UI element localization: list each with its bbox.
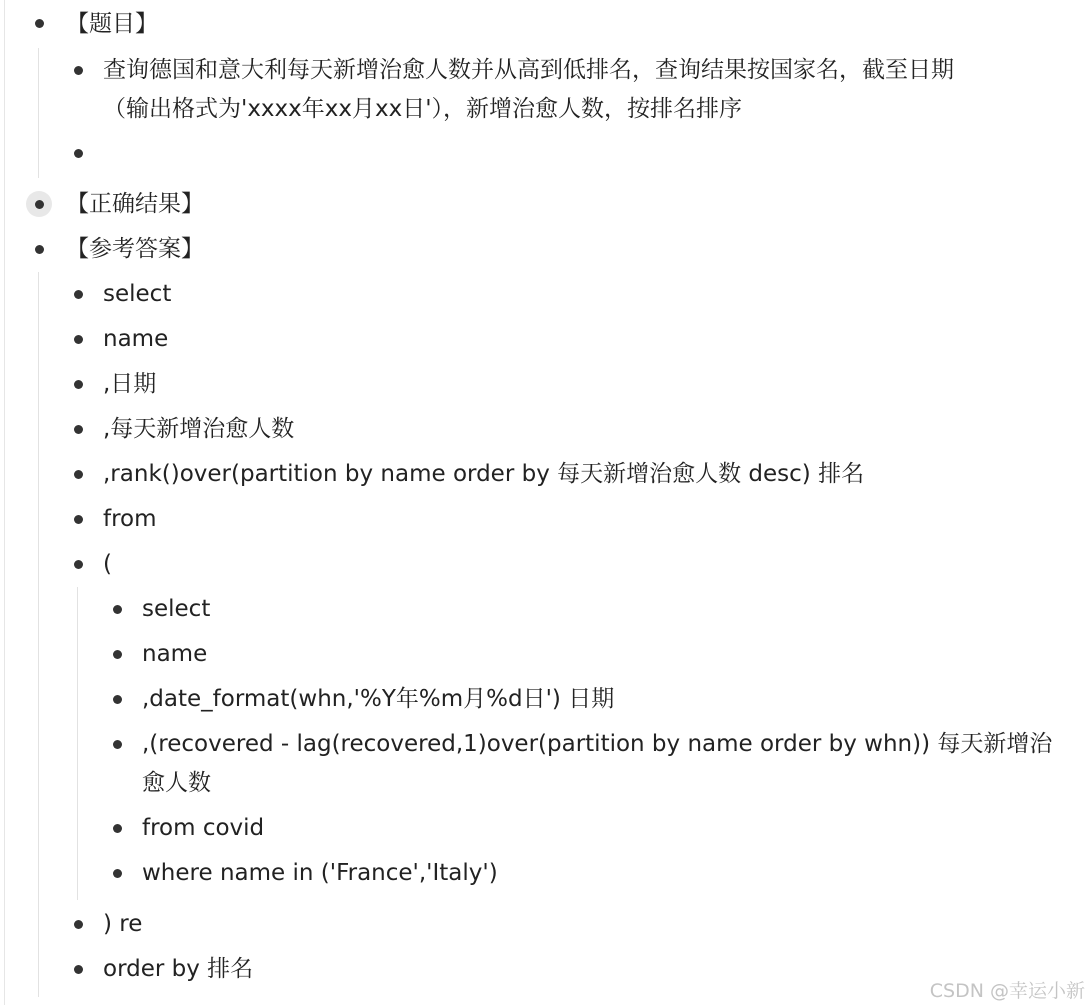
- answer-line: ,日期: [103, 371, 157, 397]
- answer-line: (: [103, 551, 112, 577]
- bullet-subquery-item[interactable]: [113, 650, 122, 659]
- answer-guide-line: [38, 272, 39, 997]
- question-guide-line: [38, 48, 39, 178]
- bullet-reference-answer[interactable]: [35, 245, 44, 254]
- answer-line: order by 排名: [103, 956, 254, 982]
- answer-line: ,每天新增治愈人数: [103, 416, 295, 442]
- bullet-subquery-item[interactable]: [113, 869, 122, 878]
- answer-line: ) re: [103, 911, 143, 937]
- bullet-correct-result[interactable]: [35, 200, 44, 209]
- subquery-line: select: [142, 596, 211, 622]
- subquery-line: name: [142, 641, 208, 667]
- bullet-question[interactable]: [35, 19, 44, 28]
- csdn-watermark: CSDN @幸运小新: [929, 980, 1085, 1002]
- bullet-answer-item[interactable]: [74, 965, 83, 974]
- bullet-subquery-item[interactable]: [113, 740, 122, 749]
- bullet-answer-item[interactable]: [74, 560, 83, 569]
- bullet-subquery-item[interactable]: [113, 695, 122, 704]
- outer-guide-line: [4, 0, 5, 1005]
- reference-answer-heading: 【参考答案】: [66, 236, 204, 262]
- question-heading: 【题目】: [66, 11, 158, 37]
- question-text-line-2: （输出格式为'xxxx年xx月xx日'），新增治愈人数，按排名排序: [103, 96, 743, 122]
- answer-line: from: [103, 506, 157, 532]
- correct-result-heading: 【正确结果】: [66, 191, 204, 217]
- bullet-answer-item[interactable]: [74, 515, 83, 524]
- subquery-line: from covid: [142, 815, 265, 841]
- bullet-question-item-2-empty[interactable]: [74, 149, 83, 158]
- answer-line: select: [103, 281, 172, 307]
- bullet-answer-item[interactable]: [74, 470, 83, 479]
- subquery-line-wrap: 愈人数: [142, 770, 211, 796]
- bullet-subquery-item[interactable]: [113, 605, 122, 614]
- bullet-answer-item[interactable]: [74, 920, 83, 929]
- answer-line: ,rank()over(partition by name order by 每天新增治愈人数 desc) 排名: [103, 461, 865, 487]
- bullet-answer-item[interactable]: [74, 290, 83, 299]
- subquery-line: where name in ('France','Italy'): [142, 860, 498, 886]
- bullet-answer-item[interactable]: [74, 335, 83, 344]
- subquery-line: ,(recovered - lag(recovered,1)over(partition by name order by whn)) 每天新增治: [142, 731, 1053, 757]
- subquery-line: ,date_format(whn,'%Y年%m月%d日') 日期: [142, 686, 615, 712]
- subquery-guide-line: [77, 587, 78, 900]
- bullet-question-item-1[interactable]: [74, 66, 83, 75]
- bullet-answer-item[interactable]: [74, 380, 83, 389]
- question-text-line-1: 查询德国和意大利每天新增治愈人数并从高到低排名，查询结果按国家名，截至日期: [103, 57, 954, 83]
- bullet-subquery-item[interactable]: [113, 824, 122, 833]
- bullet-answer-item[interactable]: [74, 425, 83, 434]
- answer-line: name: [103, 326, 169, 352]
